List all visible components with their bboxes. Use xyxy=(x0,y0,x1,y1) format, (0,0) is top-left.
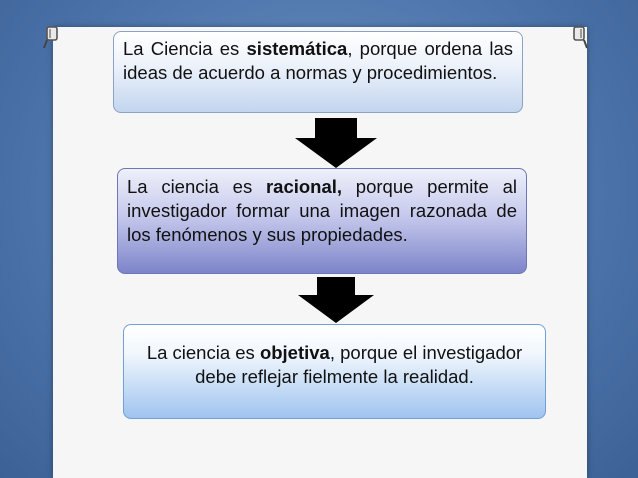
statement-box-racional xyxy=(117,168,527,274)
statement-keyword: sistemática xyxy=(246,38,348,59)
statement-box-sistematica xyxy=(113,31,523,113)
statement-text-post: , porque ordena las ideas de acuerdo a normas y procedimientos. xyxy=(123,38,514,83)
statement-text-pre: La ciencia es xyxy=(146,342,260,363)
down-arrow-icon-2 xyxy=(296,277,376,325)
statement-text-pre: La Ciencia es xyxy=(123,38,247,59)
statement-keyword: racional, xyxy=(265,176,343,197)
pushpin-icon-right xyxy=(567,24,593,50)
statement-text-post: porque permite al investigador formar una imagen razonada de los fenómenos y sus propiedades. xyxy=(127,176,517,245)
pushpin-icon-left xyxy=(38,24,64,50)
statement-text-post: , porque el investigador debe reflejar fielmente la realidad. xyxy=(195,342,523,387)
statement-box-objetiva xyxy=(123,324,546,419)
statement-keyword: objetiva xyxy=(259,342,330,363)
statement-text-pre: La ciencia es xyxy=(127,176,266,197)
down-arrow-icon-1 xyxy=(293,118,379,170)
